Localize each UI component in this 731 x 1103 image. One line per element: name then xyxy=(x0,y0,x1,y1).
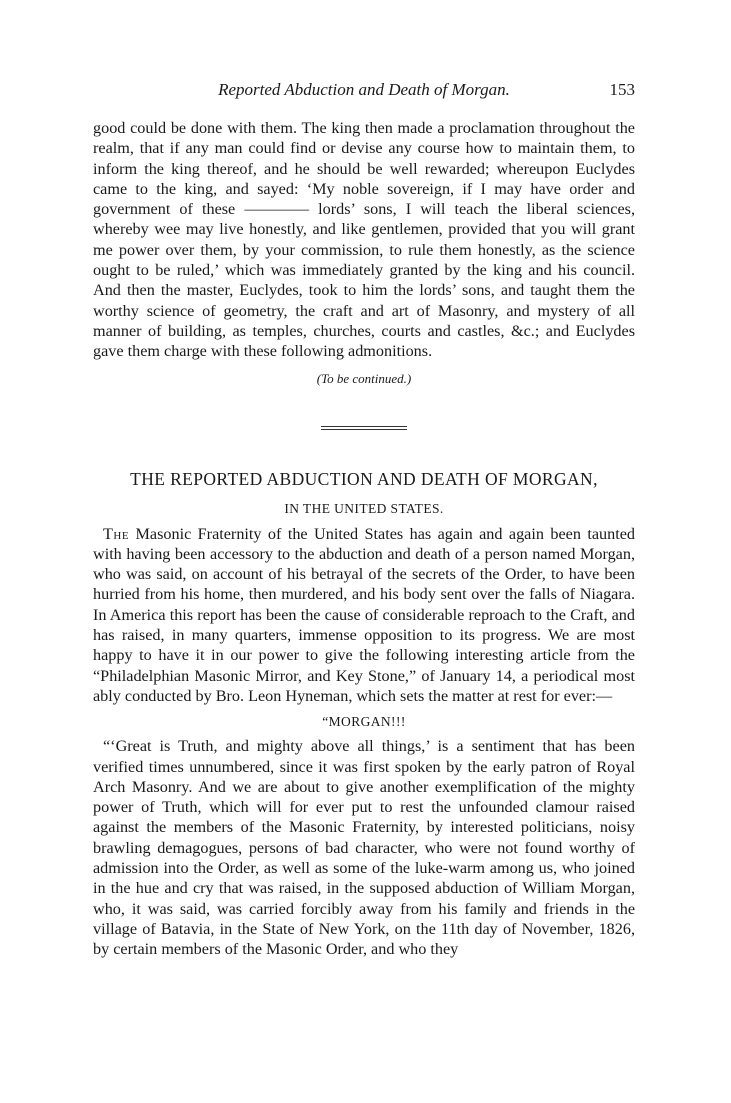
continuation-paragraph: good could be done with them. The king then made a proclamation throughout the realm, that if any man could find or devise any course how to maintain them, to inform the king thereof, and he should be well rewarded; whereupon Euclydes came to the king, and sayed: ‘My noble sovereign, if I may have order and government of these ———— lords’ sons, I will teach the liberal sciences, whereby wee may live honestly, and like gentlemen, provided that you will grant me power over them, by your commission, to rule them honestly, as the science ought to be ruled,’ which was immediately granted by the king and his council. And then the master, Euclydes, took to him the lords’ sons, and taught them the worthy science of geometry, the craft and art of Masonry, and mystery of all manner of building, as temples, churches, courts and castles, &c.; and Euclydes gave them charge with these following admonitions. xyxy=(93,119,635,361)
quote-title: “MORGAN!!! xyxy=(322,714,406,730)
intro-paragraph xyxy=(93,524,635,707)
running-title: Reported Abduction and Death of Morgan. xyxy=(218,80,510,99)
quote-paragraph: “‘Great is Truth, and mighty above all things,’ is a sentiment that has been verified times unnumbered, since it was first spoken by the early patron of Royal Arch Masonry. And we are about to give another exemplification of the mighty power of Truth, which will for ever put to rest the unfounded clamour raised against the members of the Masonic Fraternity, by interested politicians, noisy brawling demagogues, persons of bad character, who were not found worthy of admission into the Order, as well as some of the luke-warm among us, who joined in the hue and cry that was raised, in the supposed abduction of William Morgan, who, it was said, was carried forcibly away from his family and friends in the village of Batavia, in the State of New York, on the 11th day of November, 1826, by certain members of the Masonic Order, and who they xyxy=(93,737,635,959)
article-subtitle: IN THE UNITED STATES. xyxy=(284,500,444,516)
intro-body: Masonic Fraternity of the United States has again and again been taunted with having been accessory to the abduction and death of a person named Morgan, who was said, on account of his betrayal of the secrets of the Order, to have been hurried from his home, then murdered, and his body sent over the falls of Niagara. In America this report has been the cause of considerable reproach to the Craft, and has raised, in many quarters, immense opposition to its progress. We are most happy to have it in our power to give the following interesting article from the “Philadelphian Masonic Mirror, and Key Stone,” of January 14, a periodical most ably conducted by Bro. Leon Hyneman, which sets the matter at rest for ever:— xyxy=(93,524,636,705)
section-divider xyxy=(321,426,407,430)
intro-lead-word: The xyxy=(103,524,130,543)
page-number: 153 xyxy=(609,80,635,99)
to-be-continued-note: (To be continued.) xyxy=(316,370,412,386)
text-block xyxy=(93,118,635,960)
running-head xyxy=(93,80,635,102)
article-title: THE REPORTED ABDUCTION AND DEATH OF MORGAN, xyxy=(130,468,598,489)
